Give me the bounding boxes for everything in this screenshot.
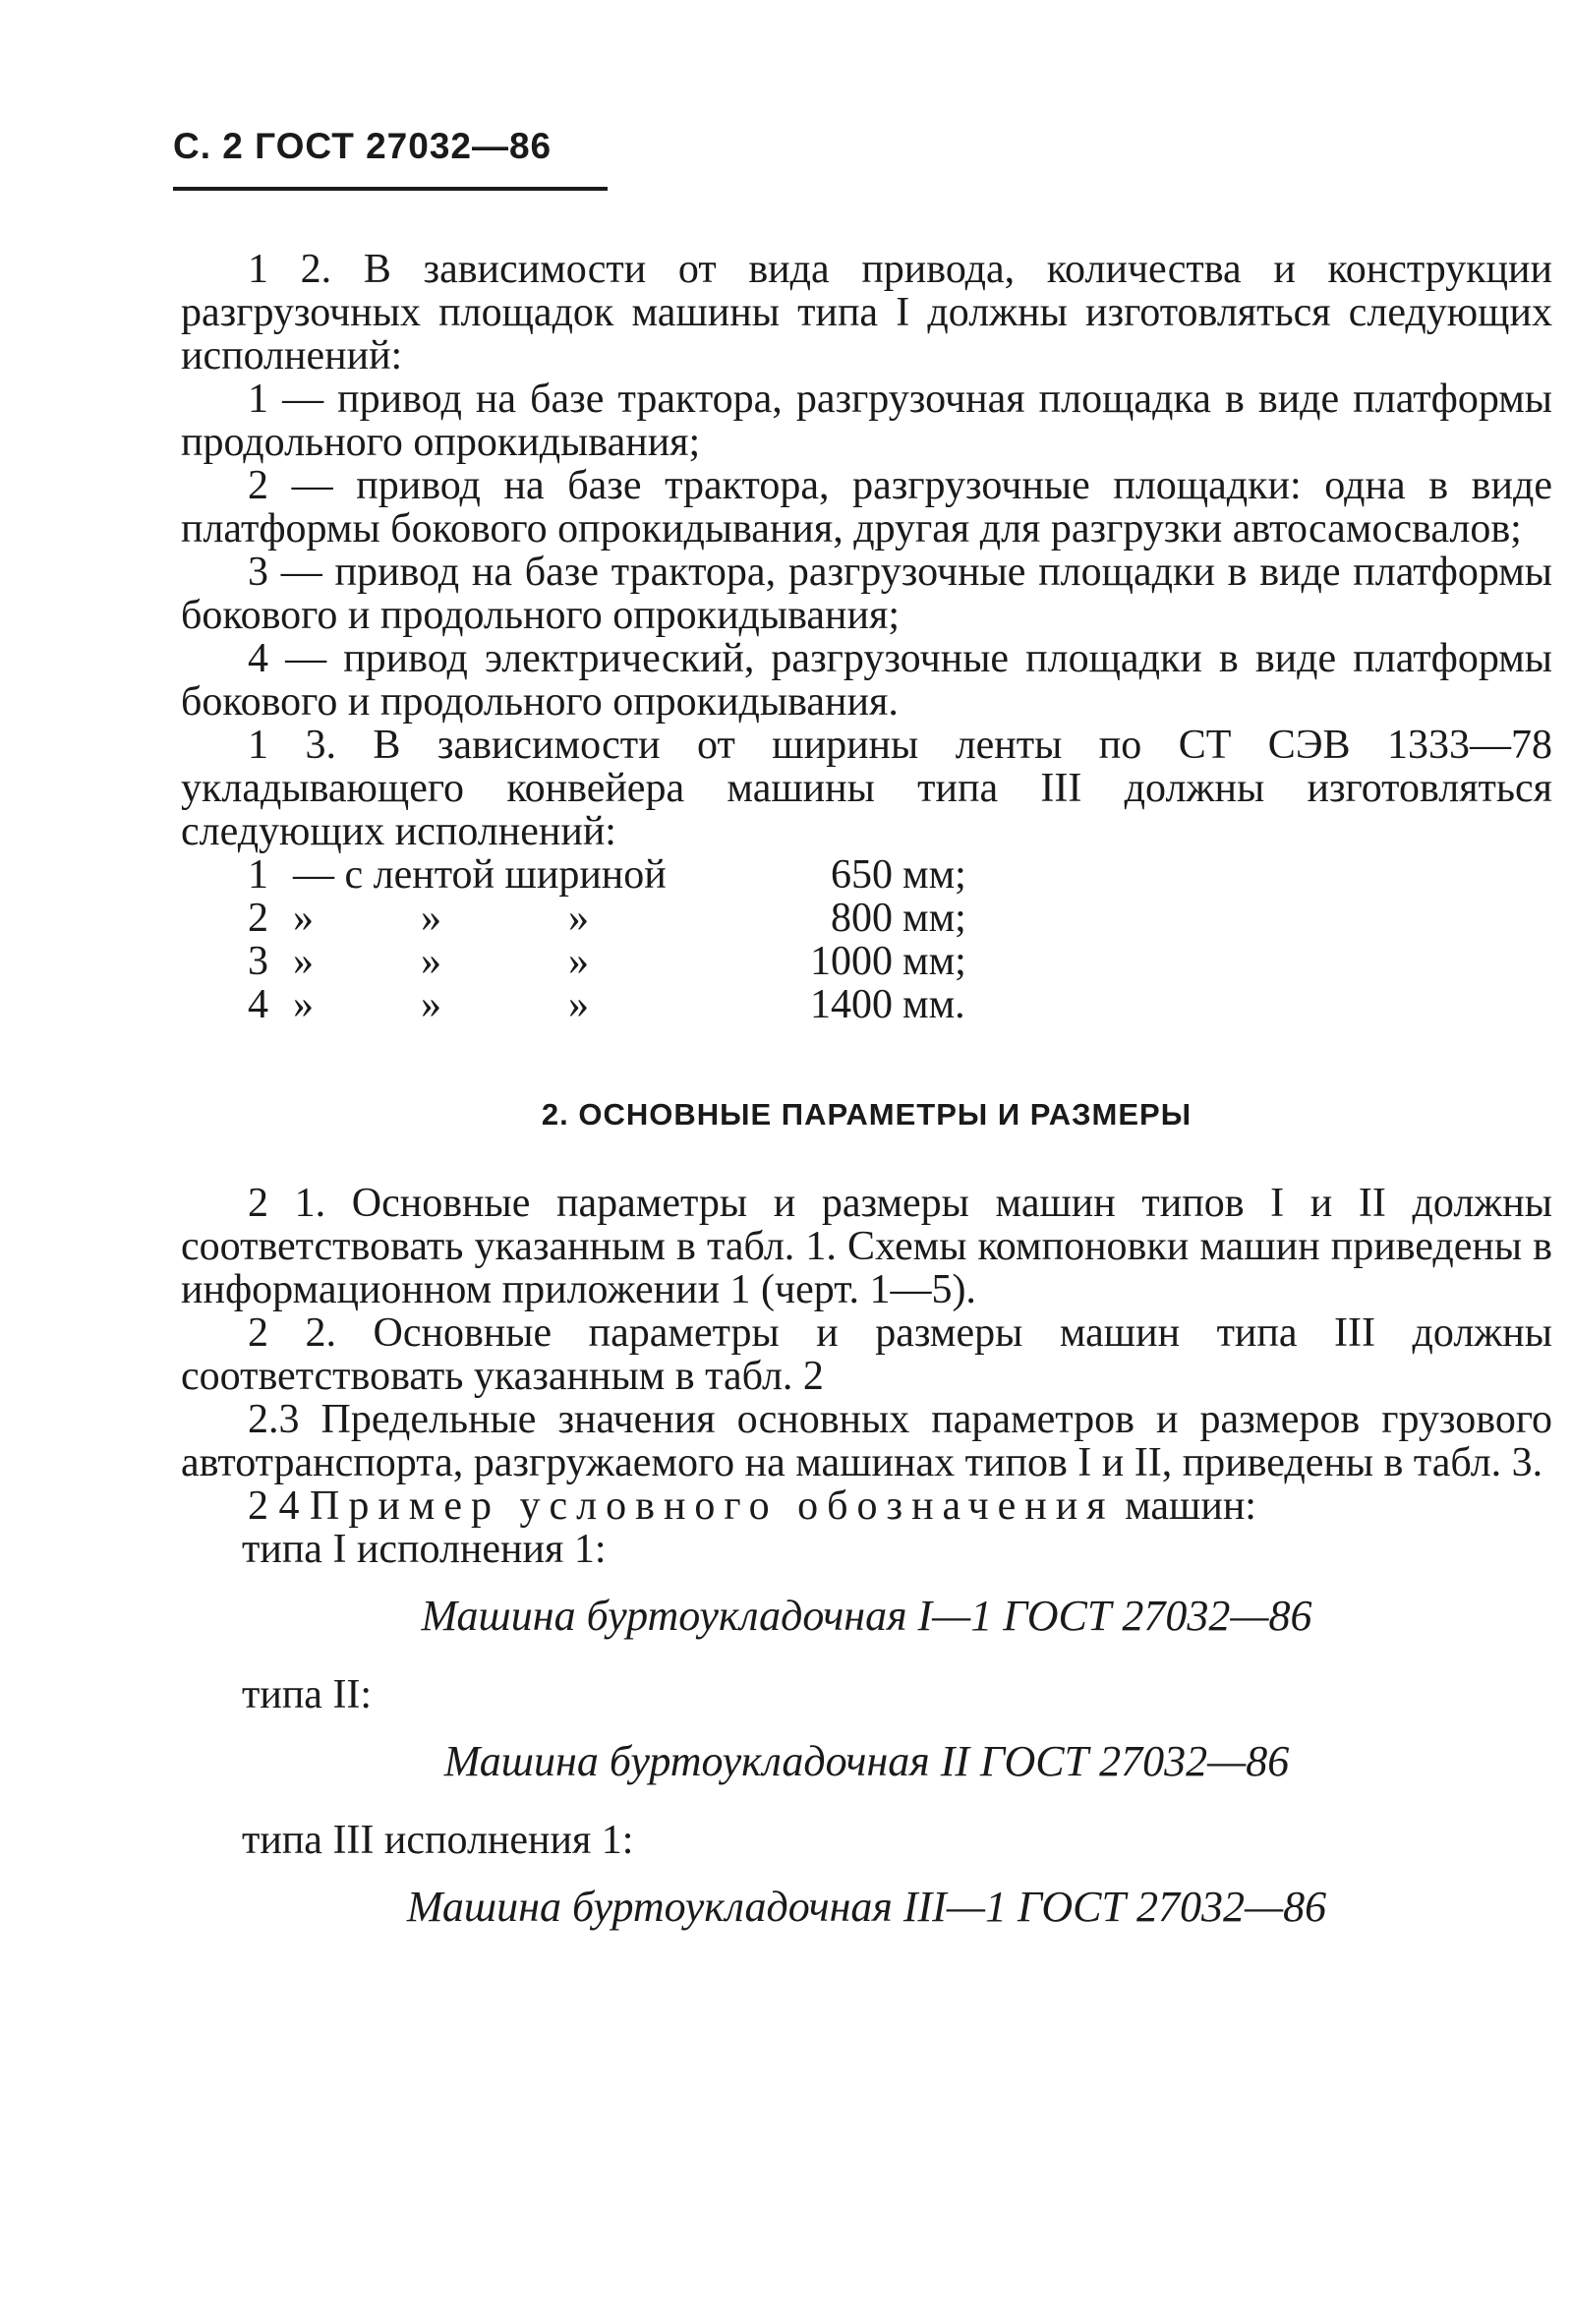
example-label: типа I исполнения 1:: [242, 1527, 607, 1572]
example-designation: Машина буртоукладочная II ГОСТ 27032—86: [443, 1737, 1290, 1785]
example-label: типа II:: [242, 1672, 373, 1717]
row-unit: мм;: [902, 939, 966, 984]
row-value: 1400: [810, 982, 893, 1027]
row-value: 800: [831, 896, 893, 941]
row-number: 3: [248, 939, 268, 984]
row-unit: мм;: [902, 852, 966, 898]
row-label: — с лентой шириной: [293, 852, 667, 898]
paragraph-2-3: 2.3 Предельные значения основных параметров и размеров грузового автотранспорта, разгружаемого на машинах типов I и II, приведены в табл. 3.: [181, 1397, 1552, 1485]
section-title: 2. ОСНОВНЫЕ ПАРАМЕТРЫ И РАЗМЕРЫ: [541, 1097, 1193, 1132]
ditto-mark: »: [421, 939, 441, 984]
example-designation: Машина буртоукладочная III—1 ГОСТ 27032—86: [406, 1883, 1327, 1931]
ditto-mark: »: [568, 982, 589, 1027]
paragraph-1-2: 1 2. В зависимости от вида привода, количества и конструкции разгрузочных площадок машины типа I должны изготовляться следующих исполнений:: [181, 247, 1552, 378]
row-ditto: [293, 897, 781, 940]
row-value: 650: [831, 852, 893, 898]
belt-width-list: [248, 853, 1001, 1026]
belt-width-row: [248, 853, 1001, 897]
row-number: 1: [248, 852, 268, 898]
row-unit: мм;: [902, 896, 966, 941]
belt-width-row: [248, 983, 1001, 1026]
ditto-mark: »: [568, 896, 589, 941]
ditto-mark: »: [568, 939, 589, 984]
page-header: С. 2 ГОСТ 27032—86: [173, 126, 553, 166]
belt-width-row: [248, 897, 1001, 940]
belt-width-row: [248, 940, 1001, 983]
ditto-mark: »: [421, 896, 441, 941]
paragraph-tail: машин:: [1125, 1483, 1256, 1529]
row-ditto: [293, 940, 781, 983]
variant-item: 3 — привод на базе трактора, разгрузочные площадки в виде платформы бокового и продольного опрокидывания;: [181, 550, 1552, 638]
ditto-mark: »: [421, 982, 441, 1027]
ditto-mark: »: [293, 939, 314, 984]
header-rule: [173, 187, 608, 191]
paragraph-number: 2 4: [248, 1483, 300, 1529]
row-ditto: [293, 983, 781, 1026]
row-value: 1000: [810, 939, 893, 984]
variant-item: 4 — привод электрический, разгрузочные площадки в виде платформы бокового и продольного опрокидывания.: [181, 636, 1552, 725]
example-label: типа III исполнения 1:: [242, 1818, 634, 1863]
row-unit: мм.: [902, 982, 965, 1027]
ditto-mark: »: [293, 982, 314, 1027]
example-designation: Машина буртоукладочная I—1 ГОСТ 27032—86: [421, 1592, 1312, 1640]
paragraph-1-3: 1 3. В зависимости от ширины ленты по СТ СЭВ 1333—78 укладывающего конвейера машины типа III должны изготовляться следующих исполнений:: [181, 723, 1552, 854]
variant-item: 2 — привод на базе трактора, разгрузочные площадки: одна в виде платформы бокового опрокидывания, другая для разгрузки автосамосвалов;: [181, 463, 1552, 552]
ditto-mark: »: [293, 896, 314, 941]
document-body: [181, 248, 1552, 1964]
paragraph-2-1: 2 1. Основные параметры и размеры машин типов I и II должны соответствовать указанным в табл. 1. Схемы компоновки машин приведены в информационном приложении 1 (черт. 1—5).: [181, 1181, 1552, 1312]
row-number: 2: [248, 896, 268, 941]
paragraph-2-2: 2 2. Основные параметры и размеры машин типа III должны соответствовать указанным в табл. 2: [181, 1310, 1552, 1399]
paragraph-2-4: [181, 1484, 1552, 1528]
variant-item: 1 — привод на базе трактора, разгрузочная площадка в виде платформы продольного опрокидывания;: [181, 377, 1552, 465]
spaced-lead: Пример условного обозначения: [310, 1483, 1115, 1529]
row-number: 4: [248, 982, 268, 1027]
